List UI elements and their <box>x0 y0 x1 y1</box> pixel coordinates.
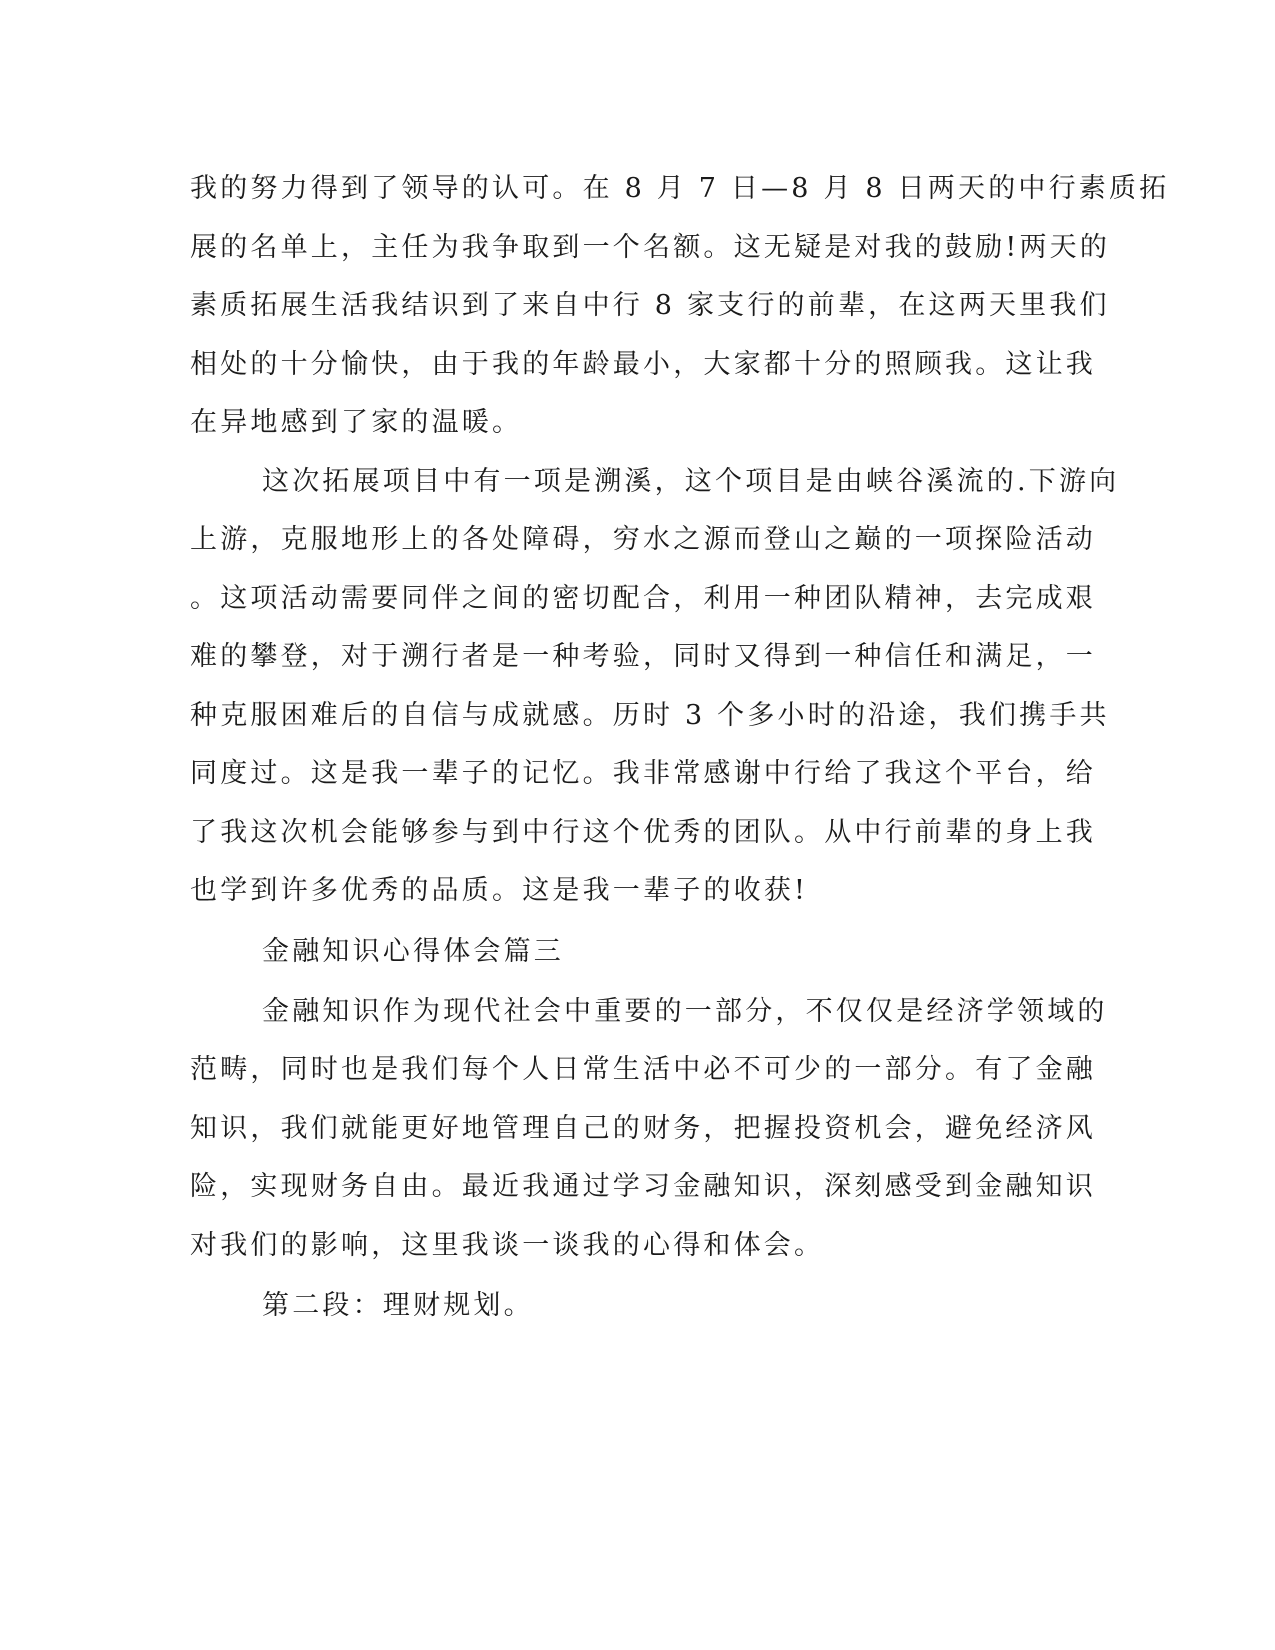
text-line: 险，实现财务自由。最近我通过学习金融知识，深刻感受到金融知识 <box>190 1171 1096 1202</box>
text-line: 上游，克服地形上的各处障碍，穷水之源而登山之巅的一项探险活动 <box>190 524 1096 555</box>
paragraph-1 <box>190 160 1170 453</box>
subheading: 第二段：理财规划。 <box>262 1290 534 1321</box>
text-line: 同度过。这是我一辈子的记忆。我非常感谢中行给了我这个平台，给 <box>190 758 1096 789</box>
text-line: 展的名单上，主任为我争取到一个名额。这无疑是对我的鼓励!两天的 <box>190 231 1111 263</box>
text-line: 素质拓展生活我结识到了来自中行 8 家支行的前辈，在这两天里我们 <box>190 290 1110 321</box>
text-line: 对我们的影响，这里我谈一谈我的心得和体会。 <box>190 1229 825 1261</box>
text-line: 了我这次机会能够参与到中行这个优秀的团队。从中行前辈的身上我 <box>190 816 1096 848</box>
text-line: 相处的十分愉快，由于我的年龄最小，大家都十分的照顾我。这让我 <box>190 348 1096 380</box>
text-line: 难的攀登，对于溯行者是一种考验，同时又得到一种信任和满足，一 <box>190 641 1096 672</box>
text-line: 范畴，同时也是我们每个人日常生活中必不可少的一部分。有了金融 <box>190 1054 1096 1085</box>
text-line: 也学到许多优秀的品质。这是我一辈子的收获! <box>190 875 809 906</box>
text-line: 在异地感到了家的温暖。 <box>190 407 523 438</box>
text-line: 金融知识作为现代社会中重要的一部分，不仅仅是经济学领域的 <box>262 995 1108 1027</box>
paragraph-3 <box>190 983 1108 1276</box>
paragraph-2 <box>190 453 1120 921</box>
section-title: 金融知识心得体会篇三 <box>262 935 564 967</box>
text-line: 种克服困难后的自信与成就感。历时 3 个多小时的沿途，我们携手共 <box>190 699 1110 731</box>
text-line: 知识，我们就能更好地管理自己的财务，把握投资机会，避免经济风 <box>190 1112 1096 1144</box>
text-line: 这次拓展项目中有一项是溯溪，这个项目是由峡谷溪流的.下游向 <box>262 465 1120 497</box>
document-body <box>190 160 1170 1337</box>
text-line: 。这项活动需要同伴之间的密切配合，利用一种团队精神，去完成艰 <box>190 582 1096 614</box>
text-line: 我的努力得到了领导的认可。在 8 月 7 日—8 月 8 日两天的中行素质拓 <box>190 173 1170 204</box>
